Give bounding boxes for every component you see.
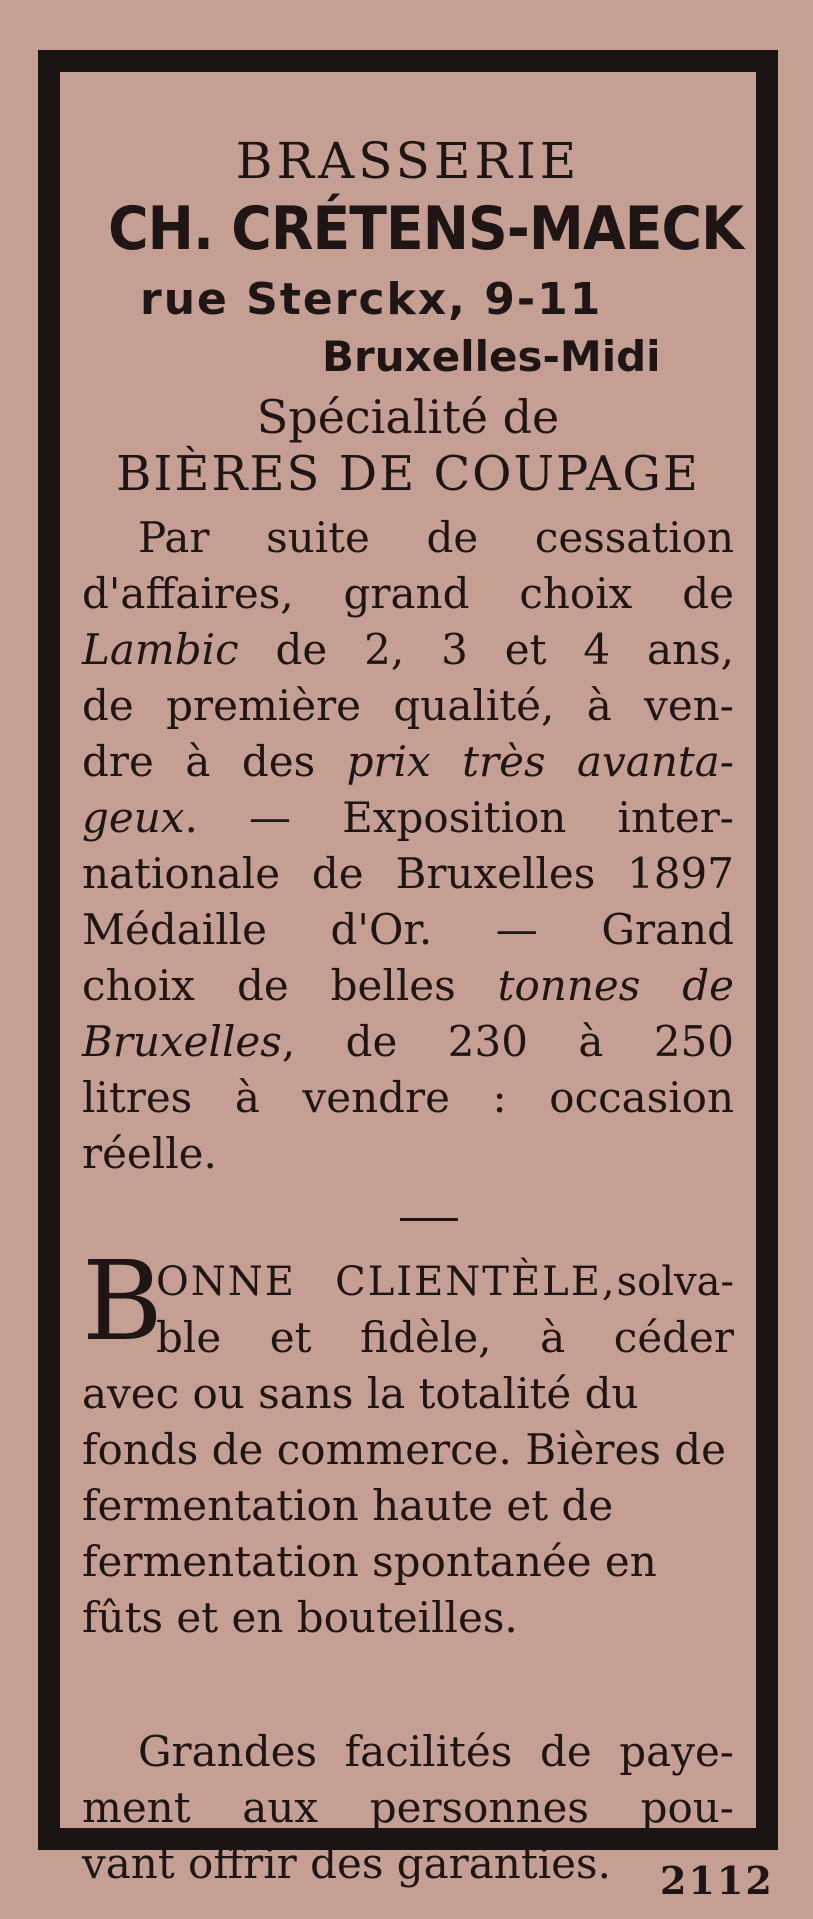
p1-line xyxy=(82,958,734,1014)
p2-small-caps: ONNE CLIENTÈLE, xyxy=(156,1259,617,1305)
p3-line: vant offrir des garanties. xyxy=(82,1839,611,1888)
p1-line-text: dre à des xyxy=(82,737,316,786)
drop-cap: B xyxy=(82,1237,163,1365)
p1-italic-prix: prix très avanta- xyxy=(346,737,734,786)
page-number: 2112 xyxy=(660,1858,774,1903)
p1-line xyxy=(82,790,734,846)
p1-line xyxy=(82,1014,734,1070)
p1-line: Médaille d'Or. — Grand xyxy=(82,905,734,954)
p1-line-text: . — Exposition inter- xyxy=(184,793,734,842)
p2-line-text: solva- xyxy=(616,1259,734,1305)
p1-italic-tonnes: tonnes de xyxy=(497,961,734,1010)
p1-italic-geux: geux xyxy=(82,793,185,842)
separator-dash xyxy=(400,1218,458,1221)
p1-line: litres à vendre : occasion xyxy=(82,1073,734,1122)
p1-line-text: de 2, 3 et 4 ans, xyxy=(275,625,734,674)
p2-line xyxy=(156,1254,734,1310)
p2-line: avec ou sans la totalité du xyxy=(82,1369,639,1418)
paragraph-3 xyxy=(82,1724,734,1892)
header-address: rue Sterckx, 9-11 xyxy=(140,274,603,325)
p1-line: Par suite de cessation xyxy=(138,513,734,562)
p1-line: réelle. xyxy=(82,1129,217,1178)
p1-line xyxy=(82,622,734,678)
header-city: Bruxelles-Midi xyxy=(322,332,661,381)
p3-line: Grandes facilités de paye- xyxy=(138,1727,734,1776)
p2-line: ble et fidèle, à céder xyxy=(156,1313,734,1362)
header-company-name: CH. CRÉTENS-MAECK xyxy=(108,194,743,264)
header-brasserie: BRASSERIE xyxy=(235,132,581,190)
p1-line: de première qualité, à ven- xyxy=(82,681,734,730)
p1-italic-bruxelles: Bruxelles xyxy=(82,1017,282,1066)
advertisement-content xyxy=(82,94,743,1888)
p2-line: fûts et en bouteilles. xyxy=(82,1593,518,1642)
p3-line: ment aux personnes pou- xyxy=(82,1783,734,1832)
p2-line: fermentation spontanée en xyxy=(82,1537,657,1586)
p1-line-text: choix de belles xyxy=(82,961,456,1010)
p2-line: de fermentation haute et de xyxy=(82,1425,726,1530)
p1-line-text: , de 230 à 250 xyxy=(281,1017,734,1066)
header-specialty: Spécialité de xyxy=(256,390,560,444)
p2-line: fonds de commerce. Bières xyxy=(82,1425,661,1474)
p1-line: nationale de Bruxelles 1897 xyxy=(82,849,734,898)
p1-italic-lambic: Lambic xyxy=(82,625,239,674)
p1-line xyxy=(82,734,734,790)
paragraph-1 xyxy=(82,510,734,1182)
header-product: BIÈRES DE COUPAGE xyxy=(116,446,700,502)
paragraph-2 xyxy=(82,1366,734,1646)
p1-line: d'affaires, grand choix de xyxy=(82,569,734,618)
